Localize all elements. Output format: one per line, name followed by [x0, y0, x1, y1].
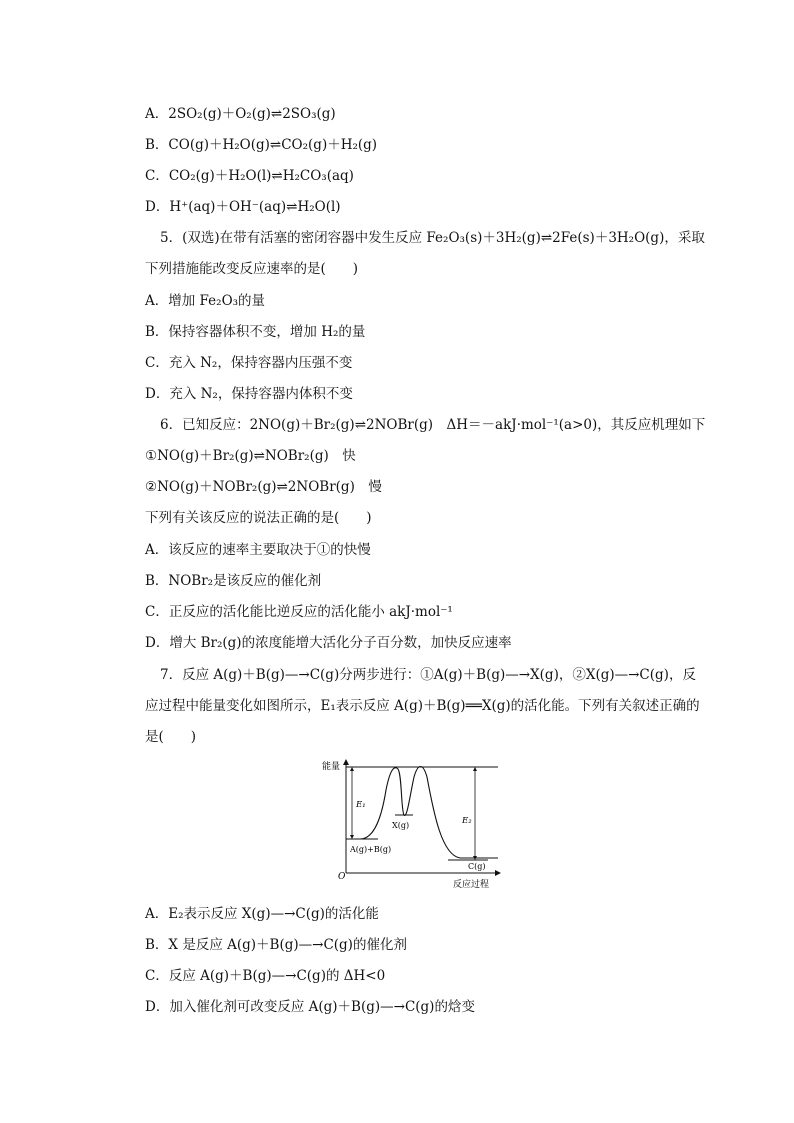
q7-stem-line2: 应过程中能量变化如图所示，E₁表示反应 A(g)＋B(g)══X(g)的活化能。下列有关叙述正确的: [145, 698, 700, 714]
q4-option-a: A．2SO₂(g)＋O₂(g)⇌2SO₃(g): [145, 106, 336, 122]
q6-option-c: C．正反应的活化能比逆反应的活化能小 akJ·mol⁻¹: [145, 604, 453, 620]
q6-stem-line2: 下列有关该反应的说法正确的是( ): [145, 510, 372, 526]
q6-mechanism-step1: ①NO(g)＋Br₂(g)⇌NOBr₂(g) 快: [145, 448, 356, 464]
q6-option-a: A．该反应的速率主要取决于①的快慢: [145, 542, 371, 558]
q5-option-c: C．充入 N₂，保持容器内压强不变: [145, 355, 353, 371]
c-species-label: C(g): [468, 862, 486, 871]
q7-stem-line1: 7．反应 A(g)＋B(g)—→C(g)分两步进行：①A(g)＋B(g)—→X(g)，②X(g)—→C(g)，反: [160, 667, 696, 683]
q6-option-b: B．NOBr₂是该反应的催化剂: [145, 573, 322, 589]
x-axis-label: 反应过程: [453, 880, 490, 890]
y-axis-label: 能量: [322, 762, 341, 772]
e2-label: E₂: [462, 816, 472, 826]
q5-stem-line2: 下列措施能改变反应速率的是( ): [145, 261, 359, 277]
q7-option-a: A．E₂表示反应 X(g)—→C(g)的活化能: [145, 906, 379, 922]
q5-option-a: A．增加 Fe₂O₃的量: [145, 293, 266, 309]
q6-mechanism-step2: ②NO(g)＋NOBr₂(g)⇌2NOBr(g) 慢: [145, 479, 382, 495]
ab-species-label: A(g)+B(g): [350, 845, 392, 854]
origin-label: O: [338, 872, 346, 882]
q6-stem-line1: 6．已知反应：2NO(g)＋Br₂(g)⇌2NOBr(g) ΔH＝－akJ·mol⁻¹(a>0)，其反应机理如下: [160, 417, 706, 433]
q7-option-d: D．加入催化剂可改变反应 A(g)＋B(g)—→C(g)的焓变: [145, 999, 475, 1015]
e1-label: E₁: [356, 800, 366, 810]
q7-option-c: C．反应 A(g)＋B(g)—→C(g)的 ΔH<0: [145, 968, 386, 984]
q6-option-d: D．增大 Br₂(g)的浓度能增大活化分子百分数，加快反应速率: [145, 635, 512, 651]
q4-option-d: D．H⁺(aq)＋OH⁻(aq)⇌H₂O(l): [145, 199, 341, 215]
energy-diagram: [322, 755, 505, 895]
q5-stem-line1: 5．(双选)在带有活塞的密闭容器中发生反应 Fe₂O₃(s)＋3H₂(g)⇌2Fe(s)＋3H₂O(g)，采取: [160, 230, 705, 246]
x-species-label: X(g): [392, 821, 410, 830]
q5-option-b: B．保持容器体积不变，增加 H₂的量: [145, 324, 366, 340]
q4-option-c: C．CO₂(g)＋H₂O(l)⇌H₂CO₃(aq): [145, 168, 354, 184]
q7-stem-line3: 是( ): [145, 729, 197, 745]
q4-option-b: B．CO(g)＋H₂O(g)⇌CO₂(g)＋H₂(g): [145, 137, 378, 153]
q7-option-b: B．X 是反应 A(g)＋B(g)—→C(g)的催化剂: [145, 937, 407, 953]
q5-option-d: D．充入 N₂，保持容器内体积不变: [145, 386, 353, 402]
